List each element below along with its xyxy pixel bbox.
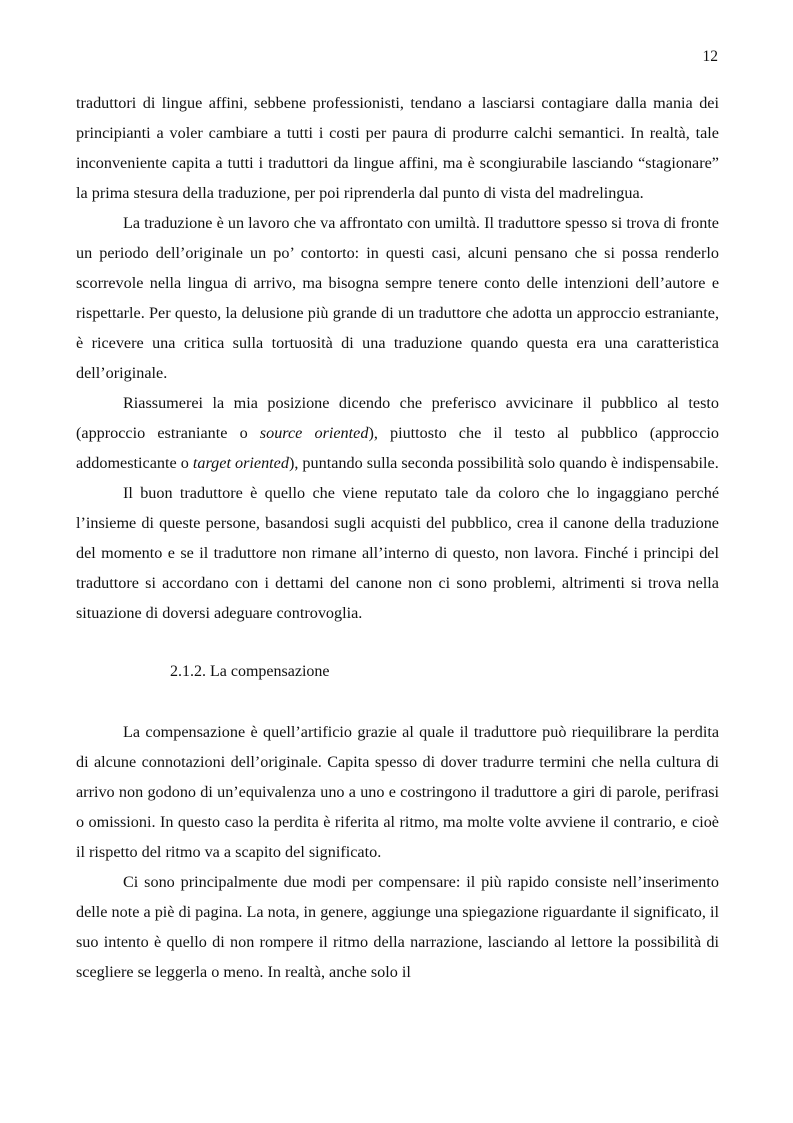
paragraph-position-text-1: Riassumerei la mia posizione dicendo che preferisco avvicinare il pubblico al testo (approccio estraniante o	[76, 394, 719, 442]
paragraph-compensation-methods: Ci sono principalmente due modi per compensare: il più rapido consiste nell’inserimento delle note a piè di pagina. La nota, in genere, aggiunge una spiegazione riguardante il significato, il suo intento è quello di non rompere il ritmo della narrazione, lasciando al lettore la possibilità di scegliere se leggerla o meno. In realtà, anche solo il	[76, 873, 719, 981]
term-source-oriented: source oriented	[259, 424, 369, 442]
body-text	[76, 88, 719, 987]
paragraph-position-text-3: ), puntando sulla seconda possibilità solo quando è indispensabile.	[288, 454, 719, 472]
paragraph-humility: La traduzione è un lavoro che va affrontato con umiltà. Il traduttore spesso si trova di fronte un periodo dell’originale un po’ contorto: in questi casi, alcuni pensano che si possa renderlo scorrevole nella lingua di arrivo, ma bisogna sempre tenere conto delle intenzioni dell’autore e rispettarle. Per questo, la delusione più grande di un traduttore che adotta un approccio estraniante, è ricevere una critica sulla tortuosità di una traduzione quando questa era una caratteristica dell’originale.	[76, 214, 719, 382]
paragraph-compensation: La compensazione è quell’artificio grazie al quale il traduttore può riequilibrare la perdita di alcune connotazioni dell’originale. Capita spesso di dover tradurre termini che nella cultura di arrivo non godono di un’equivalenza uno a uno e costringono il traduttore a giri di parole, perifrasi o omissioni. In questo caso la perdita è riferita al ritmo, ma molte volte avviene il contrario, e cioè il rispetto del ritmo va a scapito del significato.	[76, 723, 719, 861]
term-target-oriented: target oriented	[192, 454, 289, 472]
paragraph-canon: Il buon traduttore è quello che viene reputato tale da coloro che lo ingaggiano perché l’insieme di queste persone, basandosi sugli acquisti del pubblico, crea il canone della traduzione del momento e se il traduttore non rimane all’interno di questo, non lavora. Finché i principi del traduttore si accordano con i dettami del canone non ci sono problemi, altrimenti si trova nella situazione di doversi adeguare controvoglia.	[76, 484, 719, 622]
page-number: 12	[702, 48, 718, 65]
section-heading: 2.1.2. La compensazione	[170, 663, 330, 680]
paragraph-continuation: traduttori di lingue affini, sebbene professionisti, tendano a lasciarsi contagiare dalla mania dei principianti a voler cambiare a tutti i costi per paura di produrre calchi semantici. In realtà, tale inconveniente capita a tutti i traduttori da lingue affini, ma è scongiurabile lasciando “stagionare” la prima stesura della traduzione, per poi riprenderla dal punto di vista del madrelingua.	[76, 94, 719, 202]
paragraph-position-text-2: ), piuttosto che il testo al pubblico (approccio addomesticante o	[76, 424, 719, 472]
paragraph-position	[76, 388, 719, 478]
